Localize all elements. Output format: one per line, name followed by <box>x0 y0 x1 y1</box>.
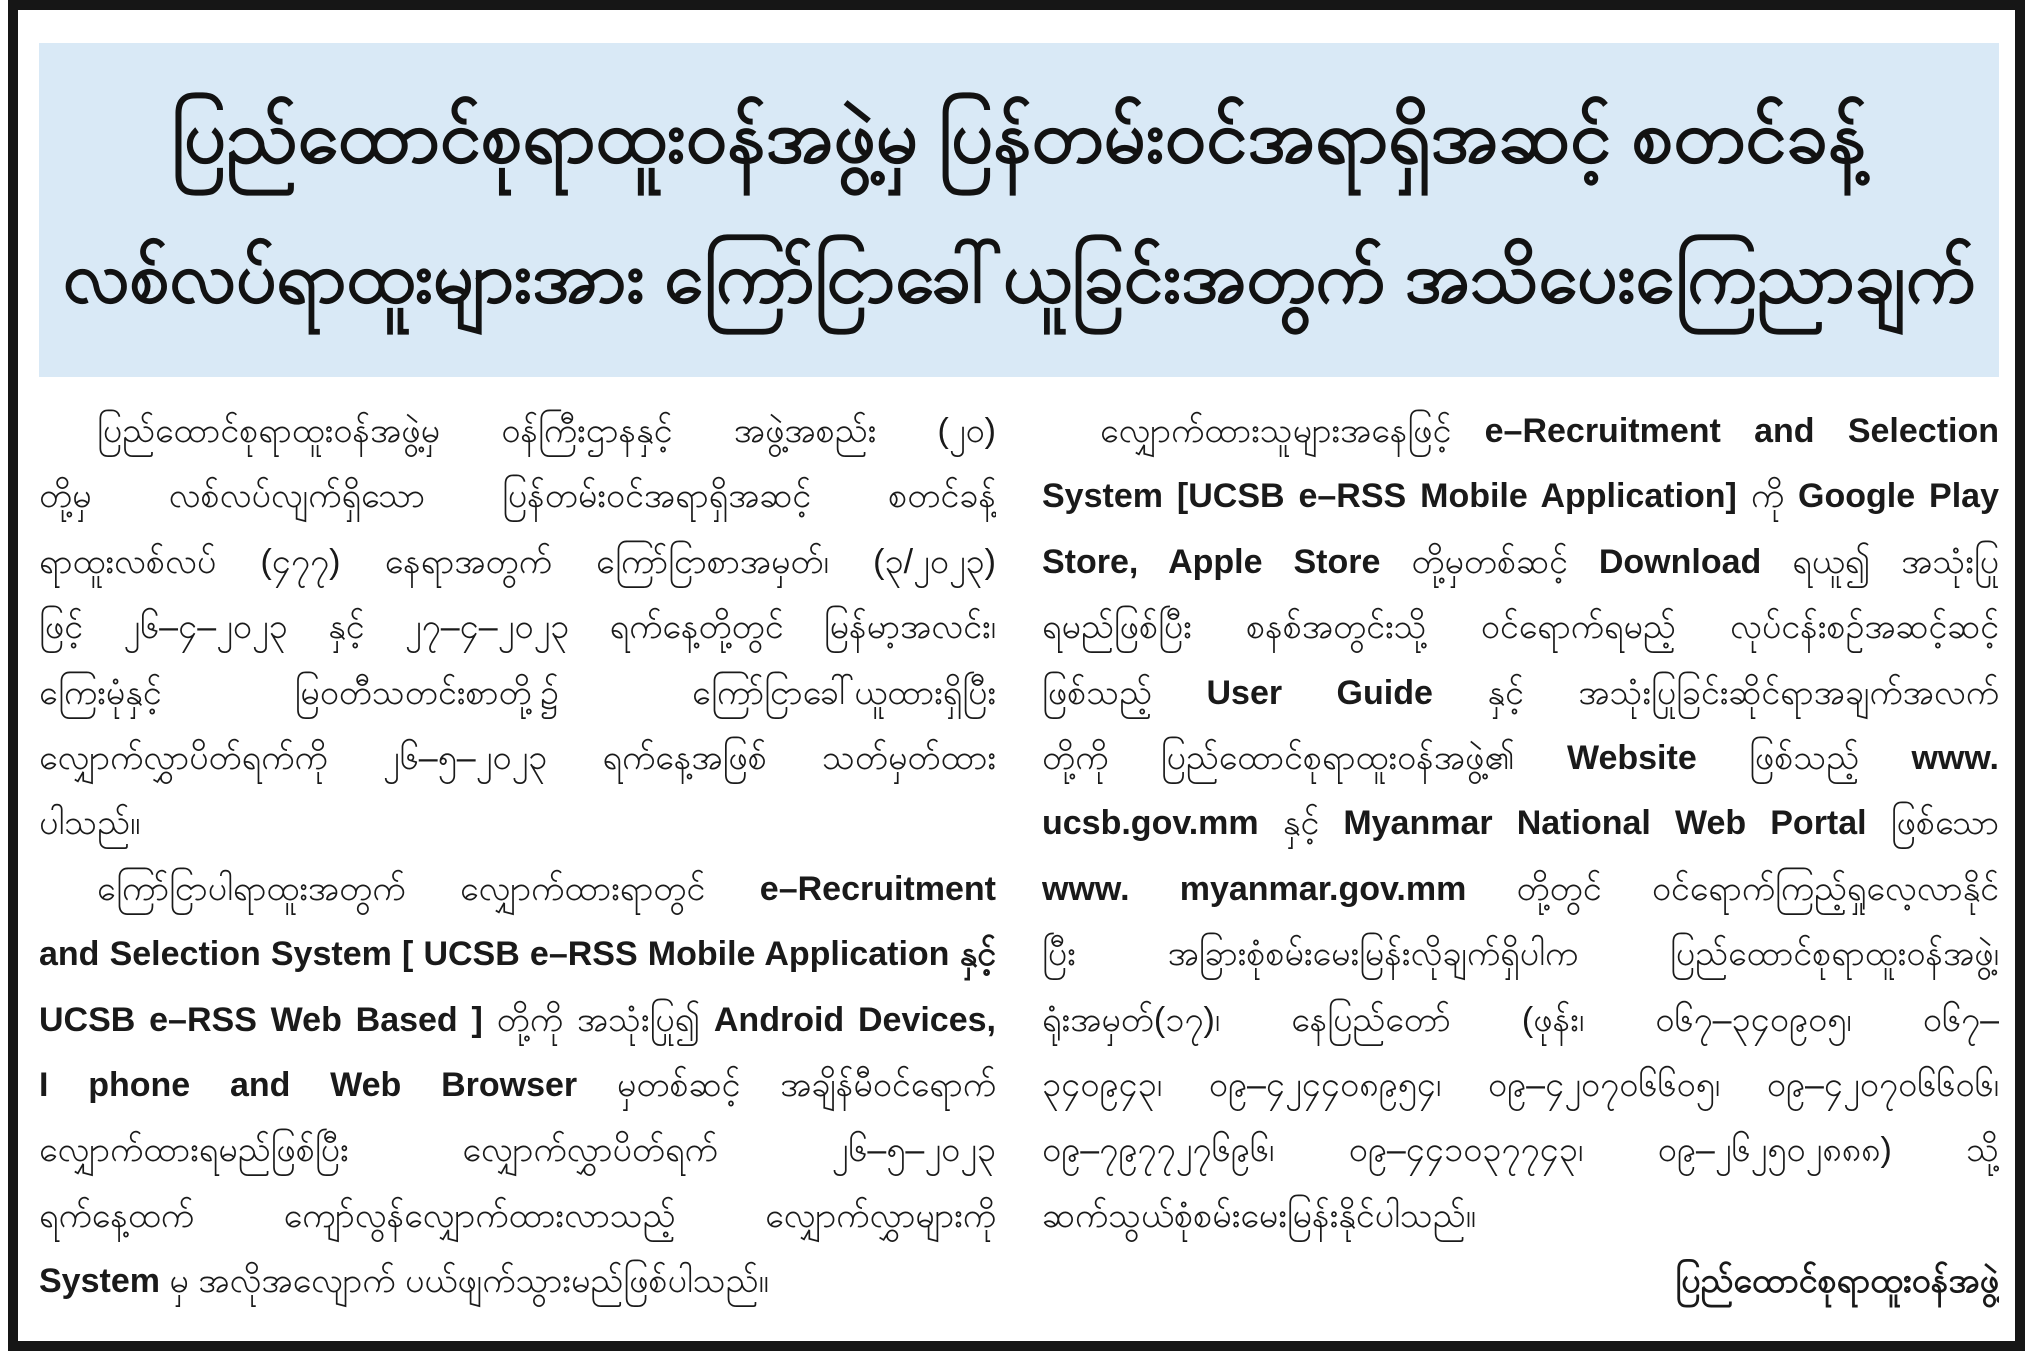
text-line <box>1042 399 1999 464</box>
text-line <box>1042 726 1999 791</box>
text-run: နှင့် <box>1258 804 1344 843</box>
text-line <box>1042 464 1999 529</box>
bold-text-run: Android Devices, <box>713 1000 996 1039</box>
text-line: ကြေးမုံနှင့် မြဝတီသတင်းစာတို့၌ ကြော်ငြာခေါ်ယူထားရှိပြီး <box>39 673 996 712</box>
text-run: တို့ကို အသုံးပြု၍ <box>482 1000 714 1039</box>
text-run: ကြော်ငြာပါရာထူးအတွက် လျှောက်ထားရာတွင် <box>97 869 760 908</box>
text-line <box>1042 791 1999 856</box>
text-run: တို့ကို ပြည်ထောင်စုရာထူးဝန်အဖွဲ့၏ <box>1042 738 1567 777</box>
text-run: တို့မှတစ်ဆင့် <box>1380 542 1599 581</box>
bold-text-run: Store, Apple Store <box>1042 542 1381 581</box>
text-run: ရယူ၍ အသုံးပြု <box>1761 542 1999 581</box>
text-line <box>39 988 996 1053</box>
notice-title-line-2: လစ်လပ်ရာထူးများအား ကြော်ငြာခေါ်ယူခြင်းအတွက် အသိပေးကြေညာချက် <box>62 239 1976 318</box>
text-run: ဖြစ်သည့် <box>1042 673 1207 712</box>
text-line <box>1042 530 1999 595</box>
text-line: ၀၉–၇၉၇၇၂၇၆၉၆၊ ၀၉–၄၄၁၀၃၇၇၄၃၊ ၀၉–၂၆၂၅၀၂၈၈၈) သို့ <box>1042 1131 1999 1170</box>
bold-text-run: e–Recruitment and Selection <box>1484 412 1999 450</box>
paragraph-1 <box>1042 399 1999 1249</box>
text-line: လျှောက်ထားရမည်ဖြစ်ပြီး လျှောက်လွှာပိတ်ရက် ၂၆–၅–၂၀၂၃ <box>39 1131 996 1170</box>
text-line: ရုံးအမှတ်(၁၇)၊ နေပြည်တော် (ဖုန်း၊ ၀၆၇–၃၄၀၉၀၅၊ ၀၆၇– <box>1042 1000 1999 1039</box>
text-run: နှင့် အသုံးပြုခြင်းဆိုင်ရာအချက်အလက် <box>1432 673 1999 712</box>
bold-text-run: System [UCSB e–RSS Mobile Application] <box>1042 477 1737 516</box>
text-line <box>39 1249 996 1314</box>
text-run: မှ အလိုအလျောက် ပယ်ဖျက်သွားမည်ဖြစ်ပါသည်။ <box>159 1262 769 1301</box>
text-line: လျှောက်လွှာပိတ်ရက်ကို ၂၆–၅–၂၀၂၃ ရက်နေ့အဖြစ် သတ်မှတ်ထား <box>39 738 996 777</box>
text-line: ပါသည်။ <box>39 804 141 843</box>
bold-text-run: User Guide <box>1206 673 1433 712</box>
bold-text-run: www. myanmar.gov.mm <box>1042 869 1467 908</box>
left-column <box>39 399 996 1324</box>
bold-text-run: Website <box>1566 738 1697 777</box>
text-line <box>39 857 996 922</box>
bold-text-run: Download <box>1598 542 1762 581</box>
text-line: ၃၄၀၉၄၃၊ ၀၉–၄၂၄၄၀၈၉၅၄၊ ၀၉–၄၂၀၇၀၆၆၀၅၊ ၀၉–၄၂၀၇၀၆၆၀၆၊ <box>1042 1065 1999 1104</box>
issuer-signature: ပြည်ထောင်စုရာထူးဝန်အဖွဲ့ <box>1675 1262 1999 1301</box>
text-run: ဖြစ်သော <box>1866 804 1999 843</box>
text-run: ကို <box>1736 477 1799 516</box>
text-line <box>1042 661 1999 726</box>
text-run: ဖြစ်သည့် <box>1696 738 1912 777</box>
notice-title-line-1: ပြည်ထောင်စုရာထူးဝန်အဖွဲ့မှ ပြန်တမ်းဝင်အရာရှိအဆင့် စတင်ခန့် <box>171 95 1867 178</box>
text-line: ရာထူးလစ်လပ် (၄၇၇) နေရာအတွက် ကြော်ငြာစာအမှတ်၊ (၃/၂၀၂၃) <box>39 542 996 581</box>
text-line: ရမည်ဖြစ်ပြီး စနစ်အတွင်းသို့ ဝင်ရောက်ရမည့် လုပ်ငန်းစဉ်အဆင့်ဆင့် <box>1042 608 1999 647</box>
notice-border-frame <box>8 0 2025 1351</box>
text-line: ရက်နေ့ထက် ကျော်လွန်လျှောက်ထားလာသည့် လျှောက်လွှာများကို <box>39 1196 996 1235</box>
text-run: မှတစ်ဆင့် အချိန်မီဝင်ရောက် <box>577 1065 996 1104</box>
text-line: ဖြင့် ၂၆–၄–၂၀၂၃ နှင့် ၂၇–၄–၂၀၂၃ ရက်နေ့တို့တွင် မြန်မာ့အလင်း၊ <box>39 608 996 647</box>
paragraph-2 <box>39 857 996 1315</box>
paragraph-1 <box>39 399 996 857</box>
text-line: ပြည်ထောင်စုရာထူးဝန်အဖွဲ့မှ ဝန်ကြီးဌာနနှင့် အဖွဲ့အစည်း (၂၀) <box>97 412 996 450</box>
bold-text-run: UCSB e–RSS Web Based ] <box>39 1000 483 1039</box>
bold-text-run: www. <box>1911 738 1999 777</box>
text-run: လျှောက်ထားသူများအနေဖြင့် <box>1100 412 1485 450</box>
bold-text-run: I phone and Web Browser <box>39 1065 578 1104</box>
text-run: တို့တွင် ဝင်ရောက်ကြည့်ရှုလေ့လာနိုင် <box>1466 869 1999 908</box>
bold-text-run: Myanmar National Web Portal <box>1343 804 1867 843</box>
text-line: ပြီး အခြားစုံစမ်းမေးမြန်းလိုချက်ရှိပါက ပြည်ထောင်စုရာထူးဝန်အဖွဲ့၊ <box>1042 935 1999 974</box>
text-line <box>39 1053 996 1118</box>
bold-text-run: System <box>39 1262 160 1301</box>
bold-text-run: e–Recruitment <box>759 869 996 908</box>
notice-title-banner <box>39 43 1999 377</box>
text-line: ဆက်သွယ်စုံစမ်းမေးမြန်းနိုင်ပါသည်။ <box>1042 1196 1476 1235</box>
right-column <box>1042 399 1999 1324</box>
text-line <box>1042 857 1999 922</box>
bold-text-run: ucsb.gov.mm <box>1042 804 1259 843</box>
bold-text-run: Google Play <box>1798 477 1999 516</box>
text-line: and Selection System [ UCSB e–RSS Mobile Application နှင့် <box>39 935 996 974</box>
text-line: တို့မှ လစ်လပ်လျက်ရှိသော ပြန်တမ်းဝင်အရာရှိအဆင့် စတင်ခန့် <box>39 477 996 516</box>
